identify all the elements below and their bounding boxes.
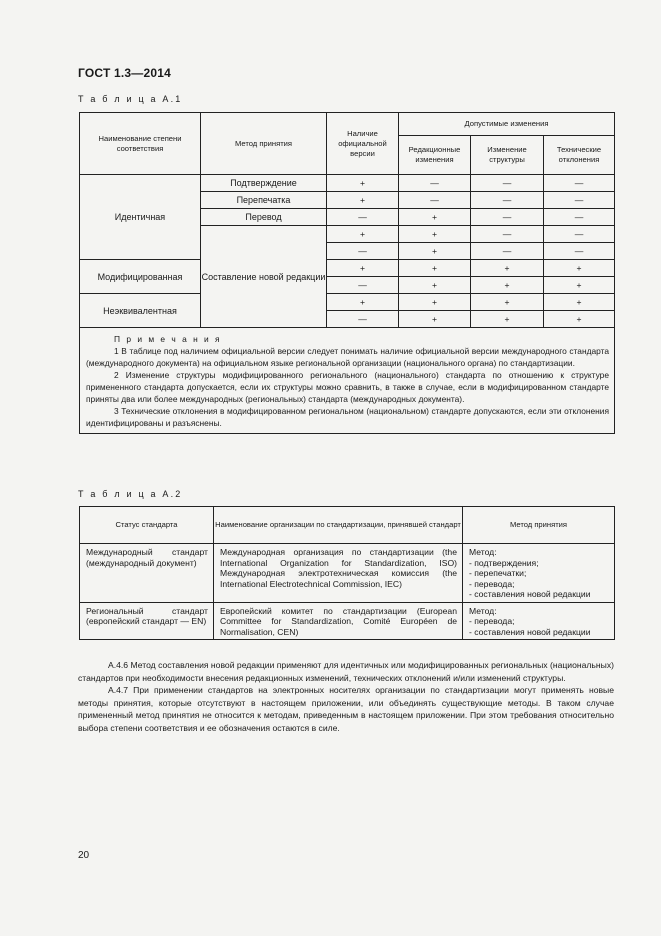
method-new-edition: Составление новой редакции (201, 226, 327, 328)
cell-editorial: + (399, 311, 471, 328)
cell-editorial: + (399, 226, 471, 243)
table1-caption: Т а б л и ц а А.1 (78, 94, 183, 104)
cell-technical: — (544, 209, 615, 226)
cell-structure: + (471, 277, 544, 294)
cell-editorial: + (399, 260, 471, 277)
header-structure: Изменение структуры (471, 136, 544, 175)
cell-structure: — (471, 226, 544, 243)
header-method: Метод принятия (201, 113, 327, 175)
cell-official: — (327, 209, 399, 226)
method-item: - перепечатки; (469, 568, 527, 578)
method-item: - составления новой редакции (469, 626, 591, 637)
cell-official: — (327, 277, 399, 294)
page-number: 20 (78, 850, 90, 861)
document-title: ГОСТ 1.3—2014 (78, 66, 171, 80)
notes-row (80, 328, 615, 434)
methods-regional (463, 602, 615, 640)
cell-technical: — (544, 175, 615, 192)
status-regional: Региональный стандарт (европейский стандарт — EN) (80, 602, 214, 640)
cell-editorial: + (399, 294, 471, 311)
notes-heading: П р и м е ч а н и я (114, 334, 222, 344)
method-reprint: Перепечатка (201, 192, 327, 209)
group-modified: Модифицированная (80, 260, 201, 294)
cell-technical: + (544, 294, 615, 311)
cell-official: + (327, 260, 399, 277)
table-header-row (80, 507, 615, 544)
header-status: Статус стандарта (80, 507, 214, 544)
header-technical: Технические отклонения (544, 136, 615, 175)
cell-official: + (327, 294, 399, 311)
note-1: 1 В таблице под наличием официальной версии следует понимать наличие официальной версии международного стандарта (международного документа) на официальном языке региональной организации (национального органа) по стандартизации. (86, 346, 609, 368)
header-official: Наличие официальной версии (327, 113, 399, 175)
cell-technical: — (544, 226, 615, 243)
cell-structure: + (471, 294, 544, 311)
group-nonequivalent: Неэквивалентная (80, 294, 201, 328)
method-item: - составления новой редакции (469, 589, 591, 599)
cell-official: — (327, 243, 399, 260)
table-row (80, 294, 615, 311)
method-item: - подтверждения; (469, 557, 539, 568)
cell-structure: — (471, 175, 544, 192)
header-editorial: Редакционные изменения (399, 136, 471, 175)
method-translate: Перевод (201, 209, 327, 226)
cell-technical: — (544, 192, 615, 209)
note-2: 2 Изменение структуры модифицированного регионального (национального) стандарта по отношению к структуре примененного стандарта допускается, если их структуры можно сравнить, в также в случае, если в модифицированном стандарте приняты два или более международных (региональных) стандарта (международных документа). (86, 370, 609, 404)
header-degree: Наименование степени соответствия (80, 113, 201, 175)
cell-official: + (327, 226, 399, 243)
header-organization: Наименование организации по стандартизации, принявшей стандарт (214, 507, 463, 544)
table-a1 (79, 112, 615, 434)
group-identical: Идентичная (80, 175, 201, 260)
cell-structure: — (471, 192, 544, 209)
table-a2 (79, 506, 615, 640)
header-method: Метод принятия (463, 507, 615, 544)
cell-official: + (327, 192, 399, 209)
table-header-row (80, 113, 615, 136)
method-item: - перевода; (469, 578, 515, 589)
cell-official: — (327, 311, 399, 328)
table-row (80, 602, 615, 640)
method-item: - перевода; (469, 616, 515, 626)
cell-structure: + (471, 260, 544, 277)
cell-editorial: + (399, 209, 471, 226)
cell-editorial: + (399, 243, 471, 260)
paragraph-a47: А.4.7 При применении стандартов на электронных носителях организации по стандартизации могут применять новые методы принятия, которые отсутствуют в настоящем приложении, или объединять существующие методы. В таком случае примененный метод принятия не относится к методам, приведенным в настоящем приложении. При этом требования относительно выбора степени соответствия и ее обозначения остаются в силе. (78, 685, 614, 733)
method-confirm: Подтверждение (201, 175, 327, 192)
cell-structure: + (471, 311, 544, 328)
cell-technical: — (544, 243, 615, 260)
method-label: Метод: (469, 547, 497, 557)
cell-structure: — (471, 209, 544, 226)
method-label: Метод: (469, 605, 497, 616)
org-regional: Европейский комитет по стандартизации (European Committee for Standardization, Comité Européen de Normalisation, CEN) (214, 602, 463, 640)
cell-technical: + (544, 311, 615, 328)
methods-international (463, 544, 615, 603)
cell-editorial: + (399, 277, 471, 294)
cell-official: + (327, 175, 399, 192)
cell-technical: + (544, 260, 615, 277)
header-allowed: Допустимые изменения (399, 113, 615, 136)
table-row (80, 175, 615, 192)
note-3: 3 Технические отклонения в модифицированном региональном (национальном) стандарте допускаются, если эти отклонения идентифицированы и разъяснены. (86, 406, 609, 428)
body-text (78, 659, 614, 734)
cell-editorial: — (399, 192, 471, 209)
cell-technical: + (544, 277, 615, 294)
paragraph-a46: А.4.6 Метод составления новой редакции применяют для идентичных или модифицированных региональных (национальных) стандартов при необходимости внесения редакционных изменений, технических отклонений и/или изменений структуры. (78, 660, 614, 683)
cell-structure: — (471, 243, 544, 260)
table-row (80, 260, 615, 277)
table2-caption: Т а б л и ц а А.2 (78, 489, 183, 499)
cell-editorial: — (399, 175, 471, 192)
org-international: Международная организация по стандартизации (the International Organization for Standardization, ISO) Международная электротехническая комиссия (the International Electrotechnical Commission, IEC) (214, 544, 463, 603)
table-row (80, 544, 615, 603)
table1-notes (80, 328, 615, 434)
status-international: Международный стандарт (международный документ) (80, 544, 214, 603)
